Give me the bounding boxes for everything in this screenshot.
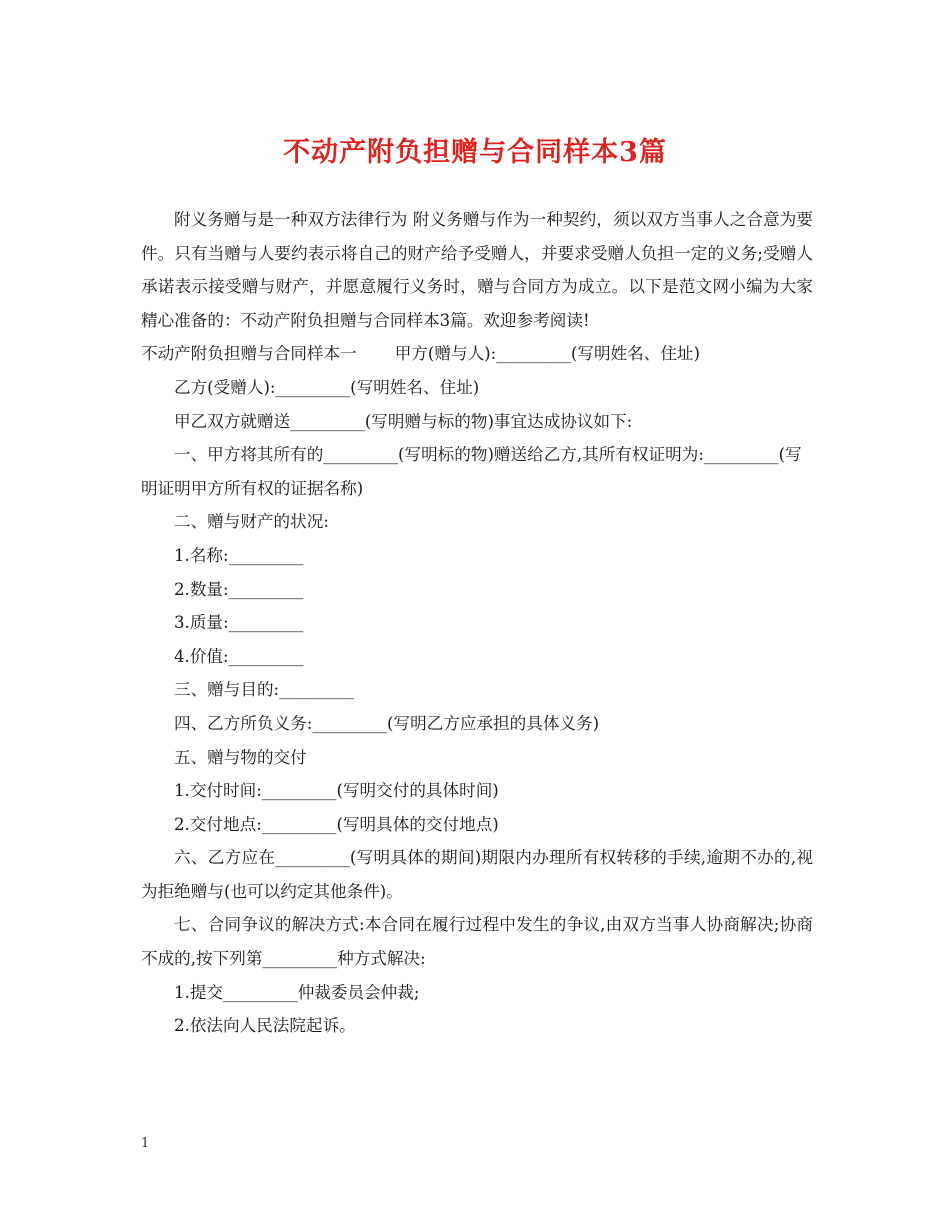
delivery-time: 1.交付时间:_________(写明交付的具体时间) [174,781,499,801]
dispute-option-1: 1.提交_________仲裁委员会仲裁; [174,982,420,1002]
sample-line [141,337,813,371]
item-value: 4.价值:_________ [174,646,304,666]
dispute-option-2: 2.依法向人民法院起诉。 [174,1016,356,1036]
page-number: 1 [141,1136,150,1151]
item-quality: 3.质量:_________ [174,613,304,633]
clause-6: 六、乙方应在_________(写明具体的期间)期限内办理所有权转移的手续,逾期不办的,视为拒绝赠与(也可以约定其他条件)。 [141,848,813,901]
clause-1: 一、甲方将其所有的_________(写明标的物)赠送给乙方,其所有权证明为:_________(写明证明甲方所有权的证据名称) [141,445,802,498]
intro-paragraph: 附义务赠与是一种双方法律行为 附义务赠与作为一种契约，须以双方当事人之合意为要件。只有当赠与人要约表示将自己的财产给予受赠人，并要求受赠人负担一定的义务;受赠人承诺表示接受赠与财产，并愿意履行义务时，赠与合同方为成立。以下是范文网小编为大家精心准备的：不动产附负担赠与合同样本3篇。欢迎参考阅读! [141,210,813,330]
item-name: 1.名称:_________ [174,545,304,565]
delivery-place: 2.交付地点:_________(写明具体的交付地点) [174,814,499,834]
document-body [141,203,813,1043]
document-title: 不动产附负担赠与合同样本3篇 [283,137,667,168]
clause-7: 七、合同争议的解决方式:本合同在履行过程中发生的争议,由双方当事人协商解决;协商不成的,按下列第_________种方式解决: [141,915,813,969]
party-a-line: 甲方(赠与人):_________(写明姓名、住址) [394,344,701,364]
clause-2: 二、赠与财产的状况: [174,512,329,532]
agreement-line: 甲乙双方就赠送_________(写明赠与标的物)事宜达成协议如下: [174,411,633,431]
clause-4: 四、乙方所负义务:_________(写明乙方应承担的具体义务) [174,713,600,733]
sample-heading: 不动产附负担赠与合同样本一 [141,344,357,364]
party-b-line: 乙方(受赠人):_________(写明姓名、住址) [174,377,480,397]
clause-3: 三、赠与目的:_________ [174,680,354,700]
clause-5: 五、赠与物的交付 [174,747,307,767]
item-quantity: 2.数量:_________ [174,579,304,599]
